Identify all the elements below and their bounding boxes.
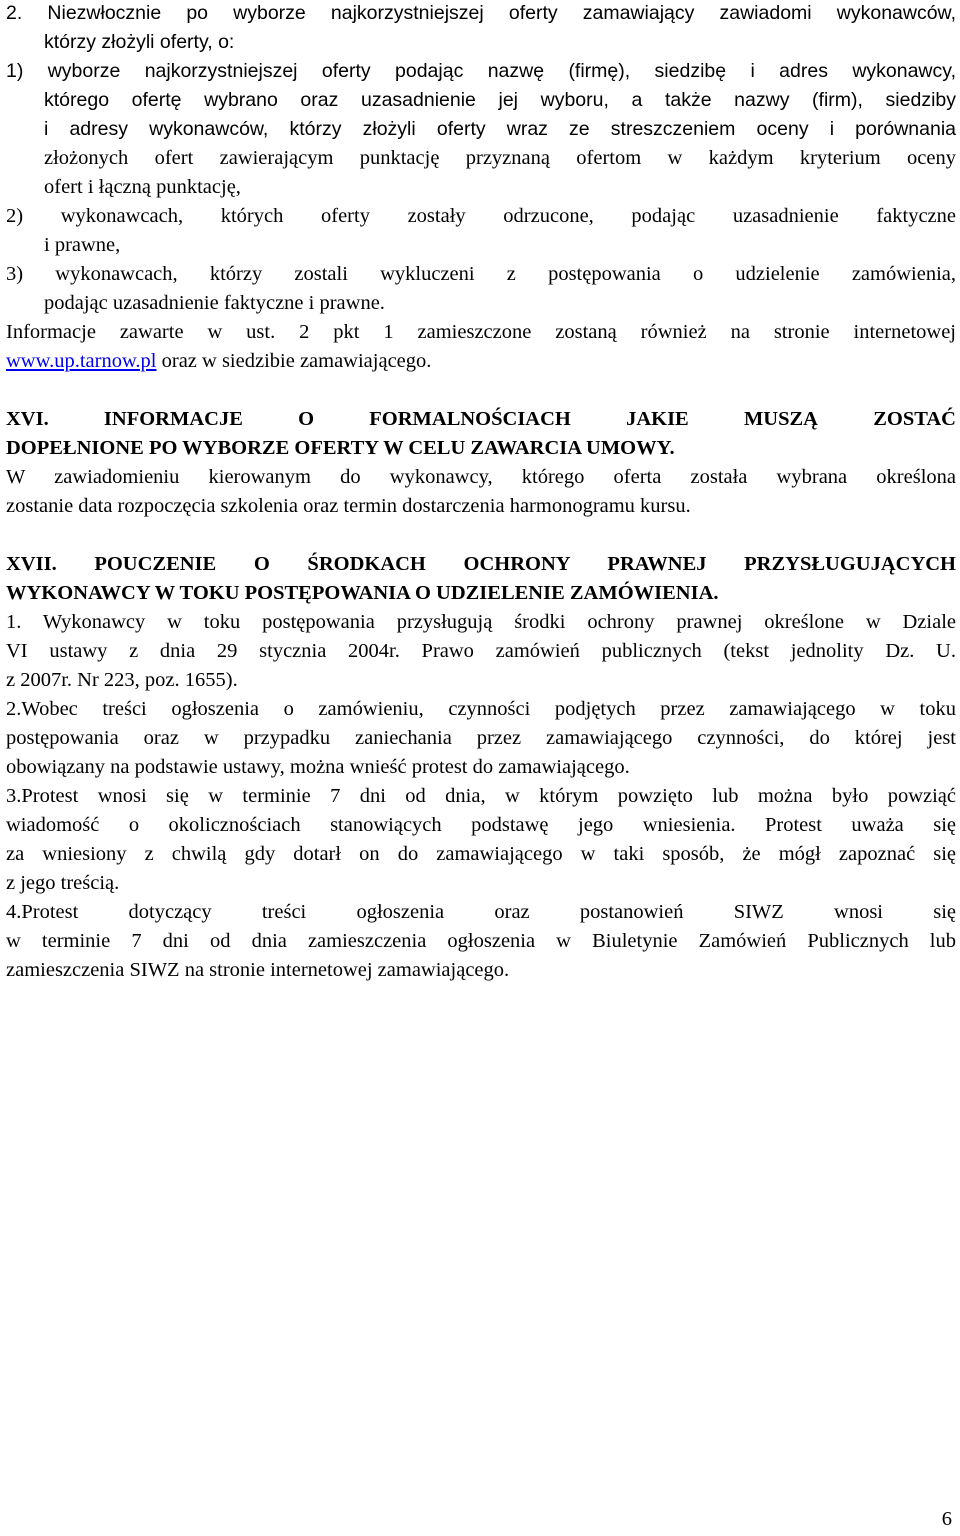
section17-heading-line2: WYKONAWCY W TOKU POSTĘPOWANIA O UDZIELENIE ZAMÓWIENIA.	[6, 582, 719, 604]
item1-line2: którego ofertę wybrano oraz uzasadnienie jej wyboru, a także nazwy (firm), siedziby	[44, 89, 956, 111]
p4-line1: 4.Protest dotyczący treści ogłoszenia oraz postanowień SIWZ wnosi się	[6, 901, 956, 923]
info-line: Informacje zawarte w ust. 2 pkt 1 zamieszczone zostaną również na stronie internetowej	[6, 321, 956, 343]
spacer	[6, 376, 956, 405]
p3-line2: wiadomość o okolicznościach stanowiących podstawę jego wniesienia. Protest uważa się	[6, 814, 956, 836]
p3-line3: za wniesiony z chwilą gdy dotarł on do zamawiającego w taki sposób, że mógł zapoznać się	[6, 843, 956, 865]
p3-line1: 3.Protest wnosi się w terminie 7 dni od dnia, w którym powzięto lub można było powziąć	[6, 785, 956, 807]
item3-line1: 3) wykonawcach, którzy zostali wykluczeni z postępowania o udzielenie zamówienia,	[6, 263, 956, 285]
item1-line1: 1) wyborze najkorzystniejszej oferty podając nazwę (firmę), siedzibę i adres wykonawcy,	[6, 60, 956, 82]
p2-line2: postępowania oraz w przypadku zaniechania przez zamawiającego czynności, do której jest	[6, 727, 956, 749]
p2-line3: obowiązany na podstawie ustawy, można wnieść protest do zamawiającego.	[6, 756, 630, 778]
p4-line3: zamieszczenia SIWZ na stronie internetowej zamawiającego.	[6, 959, 510, 981]
item1-line5: ofert i łączną punktację,	[44, 176, 241, 198]
section16-heading-line2: DOPEŁNIONE PO WYBORZE OFERTY W CELU ZAWARCIA UMOWY.	[6, 437, 675, 459]
section16-body-line1: W zawiadomieniu kierowanym do wykonawcy, którego oferta została wybrana określona	[6, 466, 956, 488]
p1-line2: VI ustawy z dnia 29 stycznia 2004r. Prawo zamówień publicznych (tekst jednolity Dz. U.	[6, 640, 956, 662]
item3-line2: podając uzasadnienie faktyczne i prawne.	[44, 292, 385, 314]
p1-line1: 1. Wykonawcy w toku postępowania przysługują środki ochrony prawnej określone w Dziale	[6, 611, 956, 633]
p4-line2: w terminie 7 dni od dnia zamieszczenia ogłoszenia w Biuletynie Zamówień Publicznych lub	[6, 930, 956, 952]
section16-body-line2: zostanie data rozpoczęcia szkolenia oraz termin dostarczenia harmonogramu kursu.	[6, 495, 691, 517]
info-link-line	[6, 347, 956, 376]
item2-line1: 2) wykonawcach, których oferty zostały odrzucone, podając uzasadnienie faktyczne	[6, 205, 956, 227]
document-page	[6, 0, 956, 985]
page-number: 6	[941, 1508, 952, 1530]
section2-intro-line2: którzy złożyli oferty, o:	[44, 31, 235, 53]
spacer	[6, 521, 956, 550]
section2-intro-line1: 2. Niezwłocznie po wyborze najkorzystniejszej oferty zamawiający zawiadomi wykonawców,	[6, 2, 956, 24]
p2-line1: 2.Wobec treści ogłoszenia o zamówieniu, czynności podjętych przez zamawiającego w toku	[6, 698, 956, 720]
p1-line3: z 2007r. Nr 223, poz. 1655).	[6, 669, 238, 691]
section16-heading-line1: XVI. INFORMACJE O FORMALNOŚCIACH JAKIE MUSZĄ ZOSTAĆ	[6, 408, 956, 430]
website-link[interactable]: www.up.tarnow.pl	[6, 350, 157, 372]
section17-heading-line1: XVII. POUCZENIE O ŚRODKACH OCHRONY PRAWNEJ PRZYSŁUGUJĄCYCH	[6, 553, 956, 575]
item1-line4: złożonych ofert zawierającym punktację przyznaną ofertom w każdym kryterium oceny	[44, 147, 956, 169]
info-link-suffix: oraz w siedzibie zamawiającego.	[156, 350, 432, 372]
item2-line2: i prawne,	[44, 234, 121, 256]
item1-line3: i adresy wykonawców, którzy złożyli oferty wraz ze streszczeniem oceny i porównania	[44, 118, 956, 140]
p3-line4: z jego treścią.	[6, 872, 120, 894]
